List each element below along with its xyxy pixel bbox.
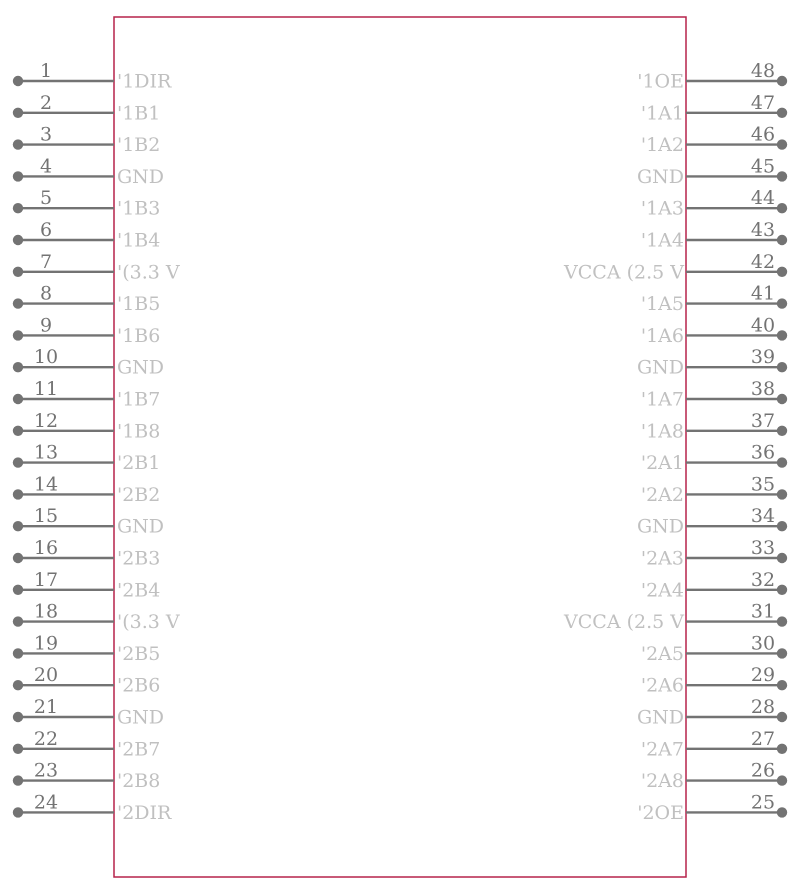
pin-terminal-dot <box>13 775 23 785</box>
pin-terminal-dot <box>13 744 23 754</box>
pin-26 <box>641 760 787 793</box>
pin-number: 43 <box>750 219 776 241</box>
pin-terminal-dot <box>777 267 787 277</box>
pin-terminal-dot <box>13 648 23 658</box>
pin-33 <box>641 537 787 570</box>
pin-3 <box>13 124 161 157</box>
pin-terminal-dot <box>777 616 787 626</box>
pin-32 <box>641 569 787 602</box>
pin-23 <box>13 760 161 793</box>
pin-terminal-dot <box>13 585 23 595</box>
pin-terminal-dot <box>777 680 787 690</box>
pin-number: 34 <box>750 505 776 528</box>
pin-1 <box>13 60 172 93</box>
pin-terminal-dot <box>777 76 787 86</box>
pin-number: 45 <box>750 155 776 178</box>
pin-40 <box>641 314 787 347</box>
pin-terminal-dot <box>777 171 787 181</box>
pin-terminal-dot <box>777 108 787 118</box>
pin-number: 11 <box>33 378 59 400</box>
pin-48 <box>637 60 787 93</box>
pin-number: 20 <box>33 664 59 687</box>
pin-label: '2OE <box>637 801 684 824</box>
pin-8 <box>13 283 161 316</box>
pin-number: 19 <box>33 632 59 655</box>
left-pin-group <box>13 60 180 824</box>
pin-number: 31 <box>750 600 776 623</box>
pin-terminal-dot <box>777 775 787 785</box>
pin-label: '1B1 <box>117 102 161 125</box>
pin-number: 48 <box>750 60 776 82</box>
pin-terminal-dot <box>13 76 23 86</box>
pin-number: 6 <box>39 219 53 241</box>
pin-number: 37 <box>750 409 776 432</box>
pin-label: '2A5 <box>640 642 684 665</box>
pin-label: '2B5 <box>117 642 161 665</box>
pin-4 <box>13 155 164 188</box>
pin-label: GND <box>117 165 165 188</box>
pin-terminal-dot <box>13 330 23 340</box>
pin-number: 4 <box>39 155 53 178</box>
pin-label: '2B1 <box>117 452 161 475</box>
pin-terminal-dot <box>13 489 23 499</box>
pin-label: '1B8 <box>117 420 161 443</box>
pin-label: '1A2 <box>640 134 684 157</box>
pin-label: '2DIR <box>117 801 172 824</box>
pin-number: 36 <box>750 441 776 464</box>
pin-label: '2A7 <box>640 738 684 761</box>
pin-15 <box>13 505 164 538</box>
pin-43 <box>641 219 787 252</box>
pin-number: 46 <box>750 123 776 146</box>
pin-41 <box>641 283 787 316</box>
pin-terminal-dot <box>777 489 787 499</box>
pin-number: 21 <box>33 696 59 718</box>
pin-label: '1B7 <box>117 388 161 411</box>
ic-body-outline <box>114 17 686 877</box>
pin-number: 41 <box>750 282 776 305</box>
pin-terminal-dot <box>13 616 23 626</box>
pin-terminal-dot <box>13 298 23 308</box>
pin-label: '1B2 <box>117 134 161 157</box>
pin-24 <box>13 791 172 824</box>
pin-11 <box>13 378 161 411</box>
pin-label: '1A5 <box>640 293 684 316</box>
pin-terminal-dot <box>13 680 23 690</box>
pin-terminal-dot <box>13 362 23 372</box>
pin-18 <box>13 601 180 634</box>
pin-number: 29 <box>750 664 776 687</box>
pin-terminal-dot <box>777 553 787 563</box>
pin-number: 28 <box>750 696 776 718</box>
pin-terminal-dot <box>777 744 787 754</box>
pin-number: 18 <box>33 600 59 623</box>
pin-terminal-dot <box>777 394 787 404</box>
pin-13 <box>13 442 161 475</box>
pin-30 <box>641 632 787 665</box>
pin-number: 10 <box>33 346 59 369</box>
pin-number: 16 <box>33 537 59 559</box>
pin-46 <box>641 124 787 157</box>
pin-terminal-dot <box>13 203 23 213</box>
pin-34 <box>637 505 787 538</box>
pin-terminal-dot <box>13 457 23 467</box>
pin-16 <box>13 537 161 570</box>
pin-number: 3 <box>39 123 53 146</box>
pin-number: 42 <box>750 250 776 273</box>
pin-label: '2B7 <box>117 738 161 761</box>
pin-number: 33 <box>750 537 776 559</box>
pin-terminal-dot <box>13 108 23 118</box>
pin-number: 13 <box>33 441 59 464</box>
pin-terminal-dot <box>13 235 23 245</box>
pin-label: '1B6 <box>117 324 161 347</box>
pin-number: 27 <box>750 727 776 750</box>
pin-10 <box>13 346 164 379</box>
pin-7 <box>13 251 180 284</box>
pin-36 <box>641 442 787 475</box>
pin-39 <box>637 346 787 379</box>
pin-number: 26 <box>750 759 776 782</box>
pin-terminal-dot <box>777 457 787 467</box>
pin-label: '2A1 <box>640 452 684 475</box>
pin-number: 14 <box>33 473 59 496</box>
pin-6 <box>13 219 161 252</box>
pin-20 <box>13 664 161 697</box>
pin-47 <box>641 92 787 125</box>
pin-12 <box>13 410 161 443</box>
pin-label: '1A8 <box>640 420 684 443</box>
pin-number: 32 <box>750 568 776 591</box>
pin-terminal-dot <box>13 267 23 277</box>
pin-19 <box>13 632 161 665</box>
pin-45 <box>637 155 787 188</box>
pin-label: GND <box>636 515 684 538</box>
pin-28 <box>637 696 787 729</box>
pin-terminal-dot <box>777 203 787 213</box>
pin-number: 24 <box>33 791 59 814</box>
pin-label: '1A7 <box>640 388 684 411</box>
pin-label: '1A6 <box>640 324 684 347</box>
pin-terminal-dot <box>13 521 23 531</box>
pin-label: '1A4 <box>640 229 684 252</box>
pin-number: 17 <box>33 568 59 591</box>
pin-21 <box>13 696 164 729</box>
pin-terminal-dot <box>13 426 23 436</box>
pin-label: GND <box>636 706 684 729</box>
pin-number: 23 <box>33 759 59 782</box>
pin-44 <box>641 187 787 220</box>
pin-label: '2B6 <box>117 674 161 697</box>
pin-terminal-dot <box>777 330 787 340</box>
pin-terminal-dot <box>777 298 787 308</box>
pin-17 <box>13 569 161 602</box>
pin-label: '2B2 <box>117 483 161 506</box>
pin-number: 22 <box>33 727 59 750</box>
pin-label: '2A8 <box>640 770 684 793</box>
pin-label: '1B4 <box>117 229 161 252</box>
pin-number: 39 <box>750 346 776 369</box>
pin-terminal-dot <box>777 648 787 658</box>
pin-number: 38 <box>750 378 776 400</box>
pin-label: '2A3 <box>640 547 684 570</box>
pin-number: 2 <box>39 91 53 114</box>
pin-terminal-dot <box>13 807 23 817</box>
pin-label: VCCA (2.5 V <box>564 611 684 634</box>
pin-38 <box>641 378 787 411</box>
pin-27 <box>641 728 787 761</box>
pin-number: 47 <box>750 91 776 114</box>
pin-terminal-dot <box>777 426 787 436</box>
pin-label: '1B3 <box>117 197 161 220</box>
pin-terminal-dot <box>777 139 787 149</box>
pin-number: 35 <box>750 473 776 496</box>
pin-label: '(3.3 V <box>117 261 180 284</box>
pin-terminal-dot <box>13 394 23 404</box>
pin-terminal-dot <box>13 553 23 563</box>
pin-label: '1DIR <box>117 70 172 93</box>
pin-label: '2A6 <box>640 674 684 697</box>
pin-terminal-dot <box>777 807 787 817</box>
pin-number: 40 <box>750 314 776 337</box>
pin-label: GND <box>117 706 165 729</box>
pin-9 <box>13 314 161 347</box>
pin-2 <box>13 92 161 125</box>
pin-label: GND <box>117 515 165 538</box>
pin-25 <box>637 791 787 824</box>
pin-number: 7 <box>39 250 53 273</box>
pin-label: '2A2 <box>640 483 684 506</box>
pin-label: '1B5 <box>117 293 161 316</box>
pin-number: 25 <box>750 791 776 814</box>
pin-number: 5 <box>39 187 53 210</box>
pin-number: 15 <box>33 505 59 528</box>
pin-terminal-dot <box>777 362 787 372</box>
pin-5 <box>13 187 161 220</box>
pin-35 <box>641 473 787 506</box>
pin-terminal-dot <box>777 521 787 531</box>
pin-42 <box>563 251 787 284</box>
pin-number: 8 <box>39 282 53 305</box>
pin-terminal-dot <box>777 585 787 595</box>
pin-terminal-dot <box>777 712 787 722</box>
pin-label: '2A4 <box>640 579 684 602</box>
pin-label: GND <box>636 356 684 379</box>
pin-22 <box>13 728 161 761</box>
pin-label: '1A3 <box>640 197 684 220</box>
pin-label: VCCA (2.5 V <box>564 261 684 284</box>
pin-label: '2B8 <box>117 770 161 793</box>
pin-29 <box>641 664 787 697</box>
pin-label: GND <box>117 356 165 379</box>
pin-label: '2B4 <box>117 579 161 602</box>
pin-label: GND <box>636 165 684 188</box>
pin-terminal-dot <box>13 139 23 149</box>
pin-label: '1A1 <box>640 102 684 125</box>
pin-label: '2B3 <box>117 547 161 570</box>
pin-14 <box>13 473 161 506</box>
pin-label: '1OE <box>637 70 684 93</box>
pin-number: 44 <box>750 187 776 210</box>
pin-number: 12 <box>33 409 59 432</box>
pin-number: 30 <box>750 632 776 655</box>
pin-label: '(3.3 V <box>117 611 180 634</box>
pin-31 <box>563 601 787 634</box>
pin-terminal-dot <box>13 171 23 181</box>
pin-terminal-dot <box>13 712 23 722</box>
pin-37 <box>641 410 787 443</box>
right-pin-group <box>563 60 787 824</box>
pin-number: 1 <box>39 60 53 82</box>
pin-terminal-dot <box>777 235 787 245</box>
pin-number: 9 <box>39 314 53 337</box>
